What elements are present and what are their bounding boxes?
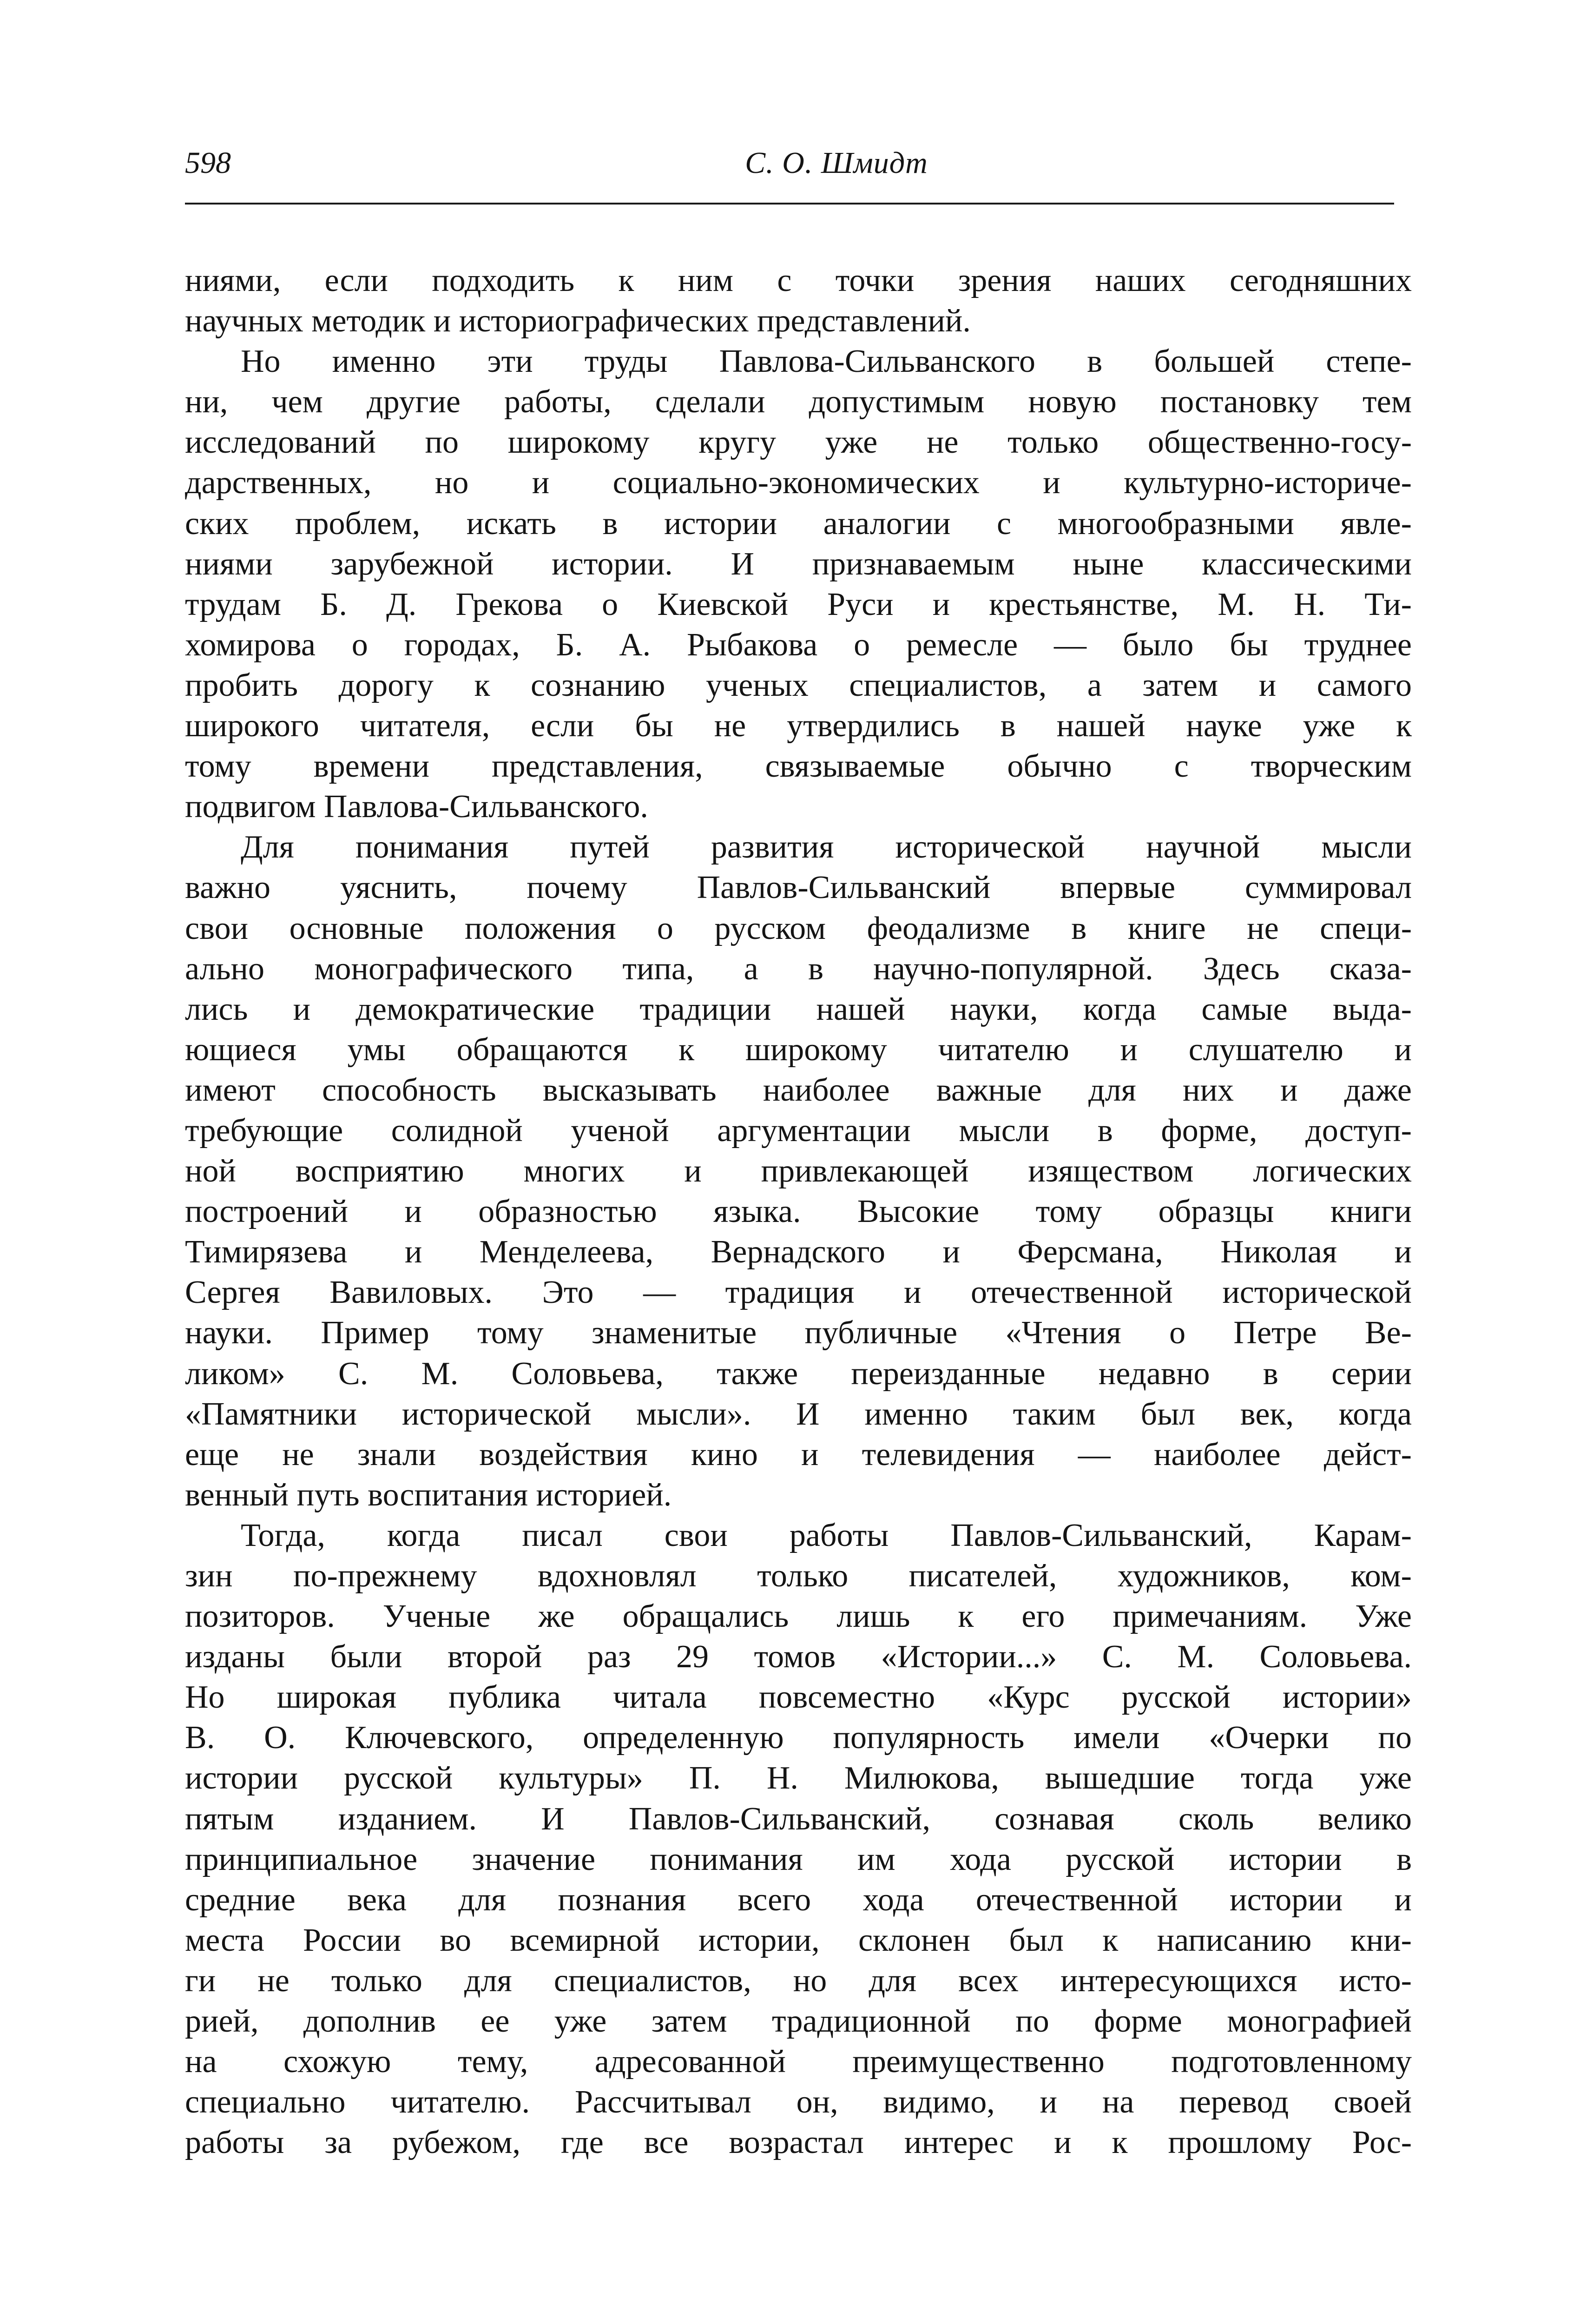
text-line: Но именно эти труды Павлова-Сильванского в большей степе- [241, 343, 1412, 380]
text-line: пятым изданием. И Павлов-Сильванский, сознавая сколь велико [185, 1801, 1412, 1837]
text-line: хомирова о городах, Б. А. Рыбакова о ремесле — было бы труднее [185, 627, 1412, 663]
text-line: ющиеся умы обращаются к широкому читателю и слушателю и [185, 1031, 1412, 1068]
text-line: широкого читателя, если бы не утвердились в нашей науке уже к [185, 708, 1412, 744]
text-line: тому времени представления, связываемые обычно с творческим [185, 748, 1412, 785]
text-line: требующие солидной ученой аргументации мысли в форме, доступ- [185, 1112, 1412, 1149]
text-line: зин по-прежнему вдохновлял только писателей, художников, ком- [185, 1558, 1412, 1594]
running-head: С. О. Шмидт [745, 146, 928, 180]
text-line: венный путь воспитания историей. [185, 1477, 672, 1513]
text-line: науки. Пример тому знаменитые публичные «Чтения о Петре Ве- [185, 1315, 1412, 1351]
text-line: специально читателю. Рассчитывал он, видимо, и на перевод своей [185, 2084, 1412, 2120]
text-line: Сергея Вавиловых. Это — традиция и отечественной исторической [185, 1274, 1412, 1311]
text-line: лись и демократические традиции нашей науки, когда самые выда- [185, 991, 1412, 1027]
text-line: научных методик и историографических представлений. [185, 303, 971, 339]
text-line: принципиальное значение понимания им хода русской истории в [185, 1841, 1412, 1877]
text-line: дарственных, но и социально-экономических и культурно-историче- [185, 465, 1412, 501]
text-line: Для понимания путей развития исторической научной мысли [241, 829, 1412, 865]
text-line: рией, дополнив ее уже затем традиционной по форме монографией [185, 2003, 1412, 2040]
text-line: Тимирязева и Менделеева, Вернадского и Ферсмана, Николая и [185, 1234, 1412, 1270]
text-line: свои основные положения о русском феодализме в книге не специ- [185, 910, 1412, 946]
page-number: 598 [185, 146, 231, 180]
text-line: на схожую тему, адресованной преимущественно подготовленному [185, 2044, 1412, 2080]
text-line: ских проблем, искать в истории аналогии с многообразными явле- [185, 505, 1412, 541]
text-line: ги не только для специалистов, но для всех интересующихся исто- [185, 1962, 1412, 1999]
text-line: ни, чем другие работы, сделали допустимым новую постановку тем [185, 384, 1412, 420]
text-line: «Памятники исторической мысли». И именно таким был век, когда [185, 1396, 1412, 1432]
text-line: работы за рубежом, где все возрастал интерес и к прошлому Рос- [185, 2125, 1412, 2161]
text-line: истории русской культуры» П. Н. Милюкова, вышедшие тогда уже [185, 1760, 1412, 1796]
text-line: трудам Б. Д. Грекова о Киевской Руси и крестьянстве, М. Н. Ти- [185, 586, 1412, 622]
text-line: построений и образностью языка. Высокие тому образцы книги [185, 1194, 1412, 1230]
text-line: В. О. Ключевского, определенную популярность имели «Очерки по [185, 1720, 1412, 1756]
text-line: места России во всемирной истории, склонен был к написанию кни- [185, 1922, 1412, 1958]
text-line: ликом» С. М. Соловьева, также переизданные недавно в серии [185, 1355, 1412, 1392]
text-line: изданы были второй раз 29 томов «Истории...» С. М. Соловьева. [185, 1639, 1412, 1675]
text-body [185, 260, 1412, 2163]
text-line: Но широкая публика читала повсеместно «Курс русской истории» [185, 1679, 1412, 1716]
text-line: пробить дорогу к сознанию ученых специалистов, а затем и самого [185, 667, 1412, 703]
text-line: подвигом Павлова-Сильванского. [185, 789, 648, 825]
text-line: позиторов. Ученые же обращались лишь к его примечаниям. Уже [185, 1598, 1412, 1635]
text-line: еще не знали воздействия кино и телевидения — наиболее дейст- [185, 1436, 1412, 1472]
text-line: имеют способность высказывать наиболее важные для них и даже [185, 1072, 1412, 1108]
text-line: Тогда, когда писал свои работы Павлов-Сильванский, Карам- [241, 1517, 1412, 1553]
header-rule [185, 203, 1394, 205]
text-line: ниями зарубежной истории. И признаваемым ныне классическими [185, 546, 1412, 582]
text-line: ной восприятию многих и привлекающей изяществом логических [185, 1153, 1412, 1189]
text-line: средние века для познания всего хода отечественной истории и [185, 1882, 1412, 1918]
text-line: важно уяснить, почему Павлов-Сильванский впервые суммировал [185, 870, 1412, 906]
text-line: ниями, если подходить к ним с точки зрения наших сегодняшних [185, 263, 1412, 298]
text-line: исследований по широкому кругу уже не только общественно-госу- [185, 424, 1412, 461]
text-line: ально монографического типа, а в научно-популярной. Здесь сказа- [185, 951, 1412, 987]
